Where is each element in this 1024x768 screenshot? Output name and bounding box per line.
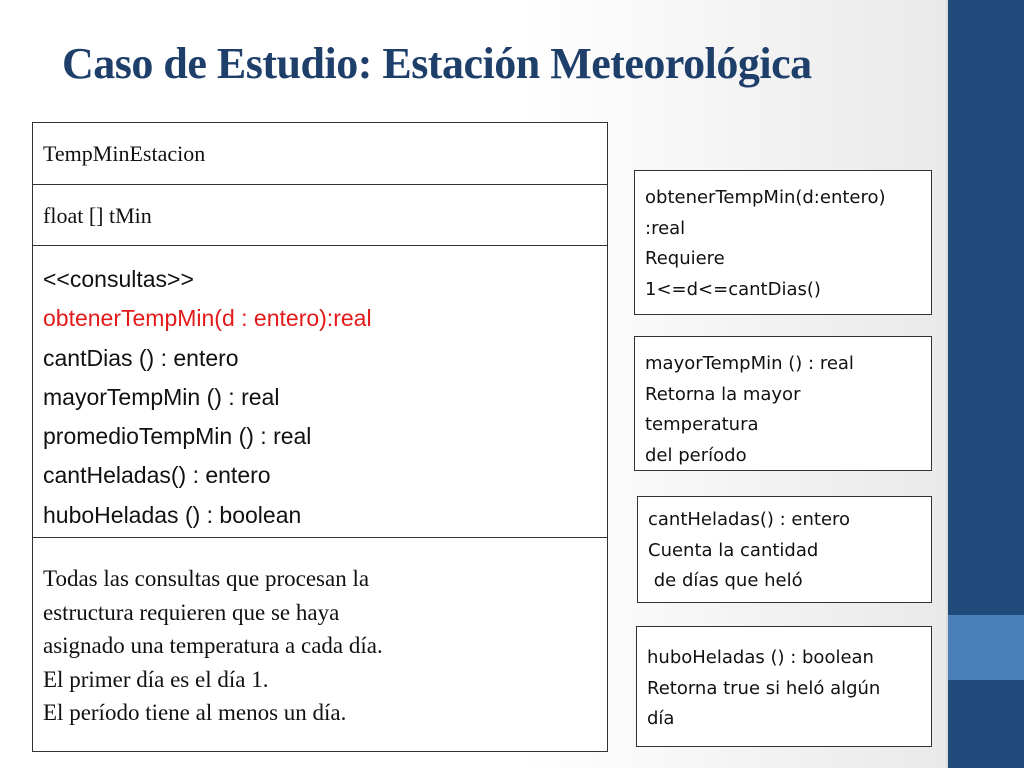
uml-note-line: El período tiene al menos un día. <box>43 700 347 725</box>
uml-attribute: float [] tMin <box>33 185 607 246</box>
note-line: Cuenta la cantidad <box>648 539 819 561</box>
uml-operation-hubo-heladas: huboHeladas () : boolean <box>43 501 302 528</box>
uml-notes <box>33 538 607 751</box>
uml-note-line: El primer día es el día 1. <box>43 666 269 692</box>
note-line: huboHeladas () : boolean <box>647 647 874 668</box>
note-hubo-heladas <box>636 626 932 747</box>
note-line: Requiere <box>645 248 725 269</box>
note-line: obtenerTempMin(d:entero) <box>645 187 886 208</box>
slide-title: Caso de Estudio: Estación Meteorológica <box>62 39 812 88</box>
note-mayor-temp-min <box>634 336 932 471</box>
note-line: cantHeladas() : entero <box>648 509 851 530</box>
note-line: Retorna la mayor <box>645 383 801 405</box>
uml-class-box <box>32 122 608 752</box>
uml-operation-cant-heladas: cantHeladas() : entero <box>43 462 271 489</box>
uml-stereotype: <<consultas>> <box>43 266 194 292</box>
note-obtener-temp-min <box>634 170 932 315</box>
uml-operations <box>33 246 607 538</box>
note-cant-heladas <box>637 496 932 603</box>
note-line: 1<=d<=cantDias() <box>645 278 821 300</box>
uml-note-line: asignado una temperatura a cada día. <box>43 633 383 658</box>
uml-operation-promedio-temp-min: promedioTempMin () : real <box>43 423 312 450</box>
note-line: :real <box>645 217 686 239</box>
uml-note-line: estructura requieren que se haya <box>43 599 340 625</box>
uml-class-name: TempMinEstacion <box>33 123 607 185</box>
note-line: Retorna true si heló algún <box>647 677 881 699</box>
uml-operation-cant-dias: cantDias () : entero <box>43 344 239 371</box>
uml-operation-obtener-temp-min: obtenerTempMin(d : entero):real <box>43 305 372 332</box>
note-line: de días que heló <box>648 570 803 591</box>
side-bar-accent <box>948 615 1024 680</box>
note-line: del período <box>645 444 747 466</box>
note-line: temperatura <box>645 414 759 435</box>
note-line: día <box>647 708 675 729</box>
note-line: mayorTempMin () : real <box>645 353 854 374</box>
uml-note-line: Todas las consultas que procesan la <box>43 566 370 591</box>
uml-operation-mayor-temp-min: mayorTempMin () : real <box>43 383 280 410</box>
